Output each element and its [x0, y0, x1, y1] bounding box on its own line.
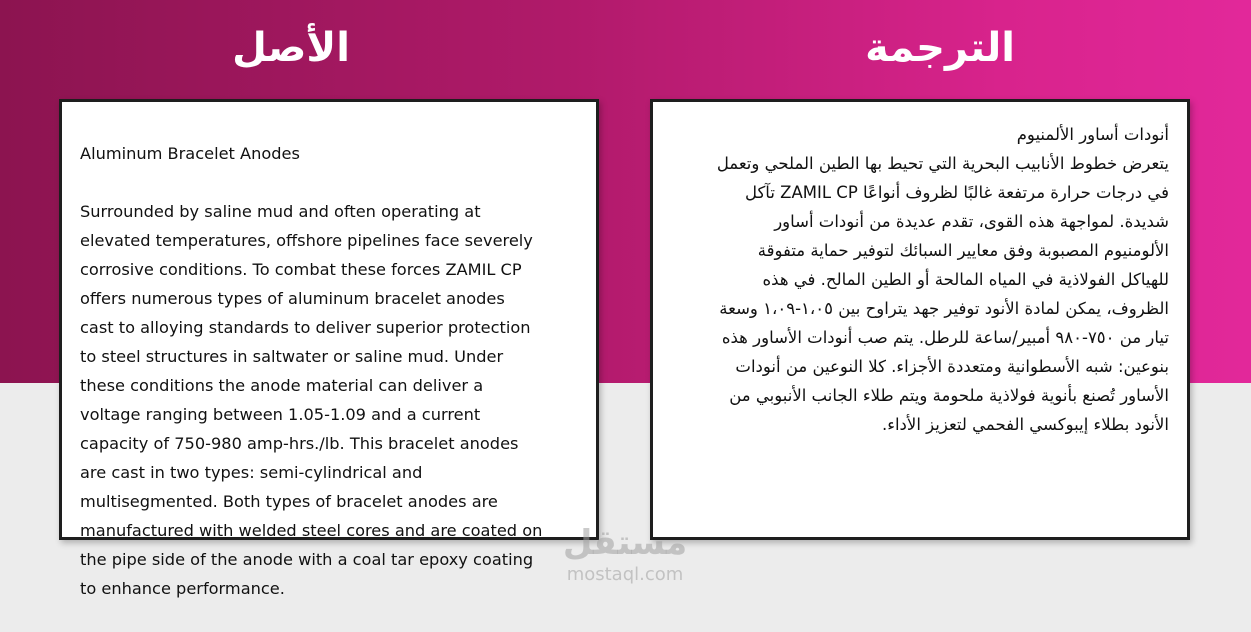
- original-heading: الأصل: [232, 25, 350, 71]
- translation-text-block: [709, 120, 1169, 439]
- translation-heading: الترجمة: [865, 25, 1015, 71]
- watermark-url: mostaql.com: [566, 564, 684, 585]
- original-text-card: [59, 99, 599, 598]
- mostaql-watermark: [540, 522, 710, 586]
- watermark-logo: مستقل: [562, 523, 688, 563]
- translation-text-card: [650, 99, 1190, 540]
- translation-body: يتعرض خطوط الأنابيب البحرية التي تحيط بها الطين الملحي وتعمل في درجات حرارة مرتفعة غالبًا لظروف أنواعًا ZAMIL CP تآكل شديدة. لمواجهة هذه القوى، تقدم عديدة من أنودات أساور الألومنيوم المصبوبة وفق معايير السبائك لتوفير حماية متفوقة للهياكل الفولاذية في المياه المالحة أو الطين المالح. في هذه الظروف، يمكن لمادة الأنود توفير جهد يتراوح بين ١،٠٥-١،٠٩ وسعة تيار من ٧٥٠-٩٨٠ أمبير/ساعة للرطل. يتم صب أنودات الأساور هذه بنوعين: شبه الأسطوانية ومتعددة الأجزاء. كلا النوعين من أنودات الأساور تُصنع بأنوية فولاذية ملحومة ويتم طلاء الجانب الأنبوبي من الأنود بطلاء إيبوكسي الفحمي لتعزيز الأداء.: [716, 154, 1169, 434]
- original-text-block: [80, 110, 592, 632]
- original-title: Aluminum Bracelet Anodes: [80, 144, 300, 163]
- translation-title: أنودات أساور الألمنيوم: [1016, 125, 1169, 144]
- original-body: Surrounded by saline mud and often operating at elevated temperatures, offshore pipelines face severely corrosive conditions. To combat these forces ZAMIL CP offers numerous types of aluminum bracelet anodes cast to alloying standards to deliver superior protection to steel structures in saltwater or saline mud. Under these conditions the anode material can deliver a voltage ranging between 1.05-1.09 and a current capacity of 750-980 amp-hrs./lb. This bracelet anodes are cast in two types: semi-cylindrical and multisegmented. Both types of bracelet anodes are manufactured with welded steel cores and are coated on the pipe side of the anode with a coal tar epoxy coating to enhance performance.: [80, 202, 543, 598]
